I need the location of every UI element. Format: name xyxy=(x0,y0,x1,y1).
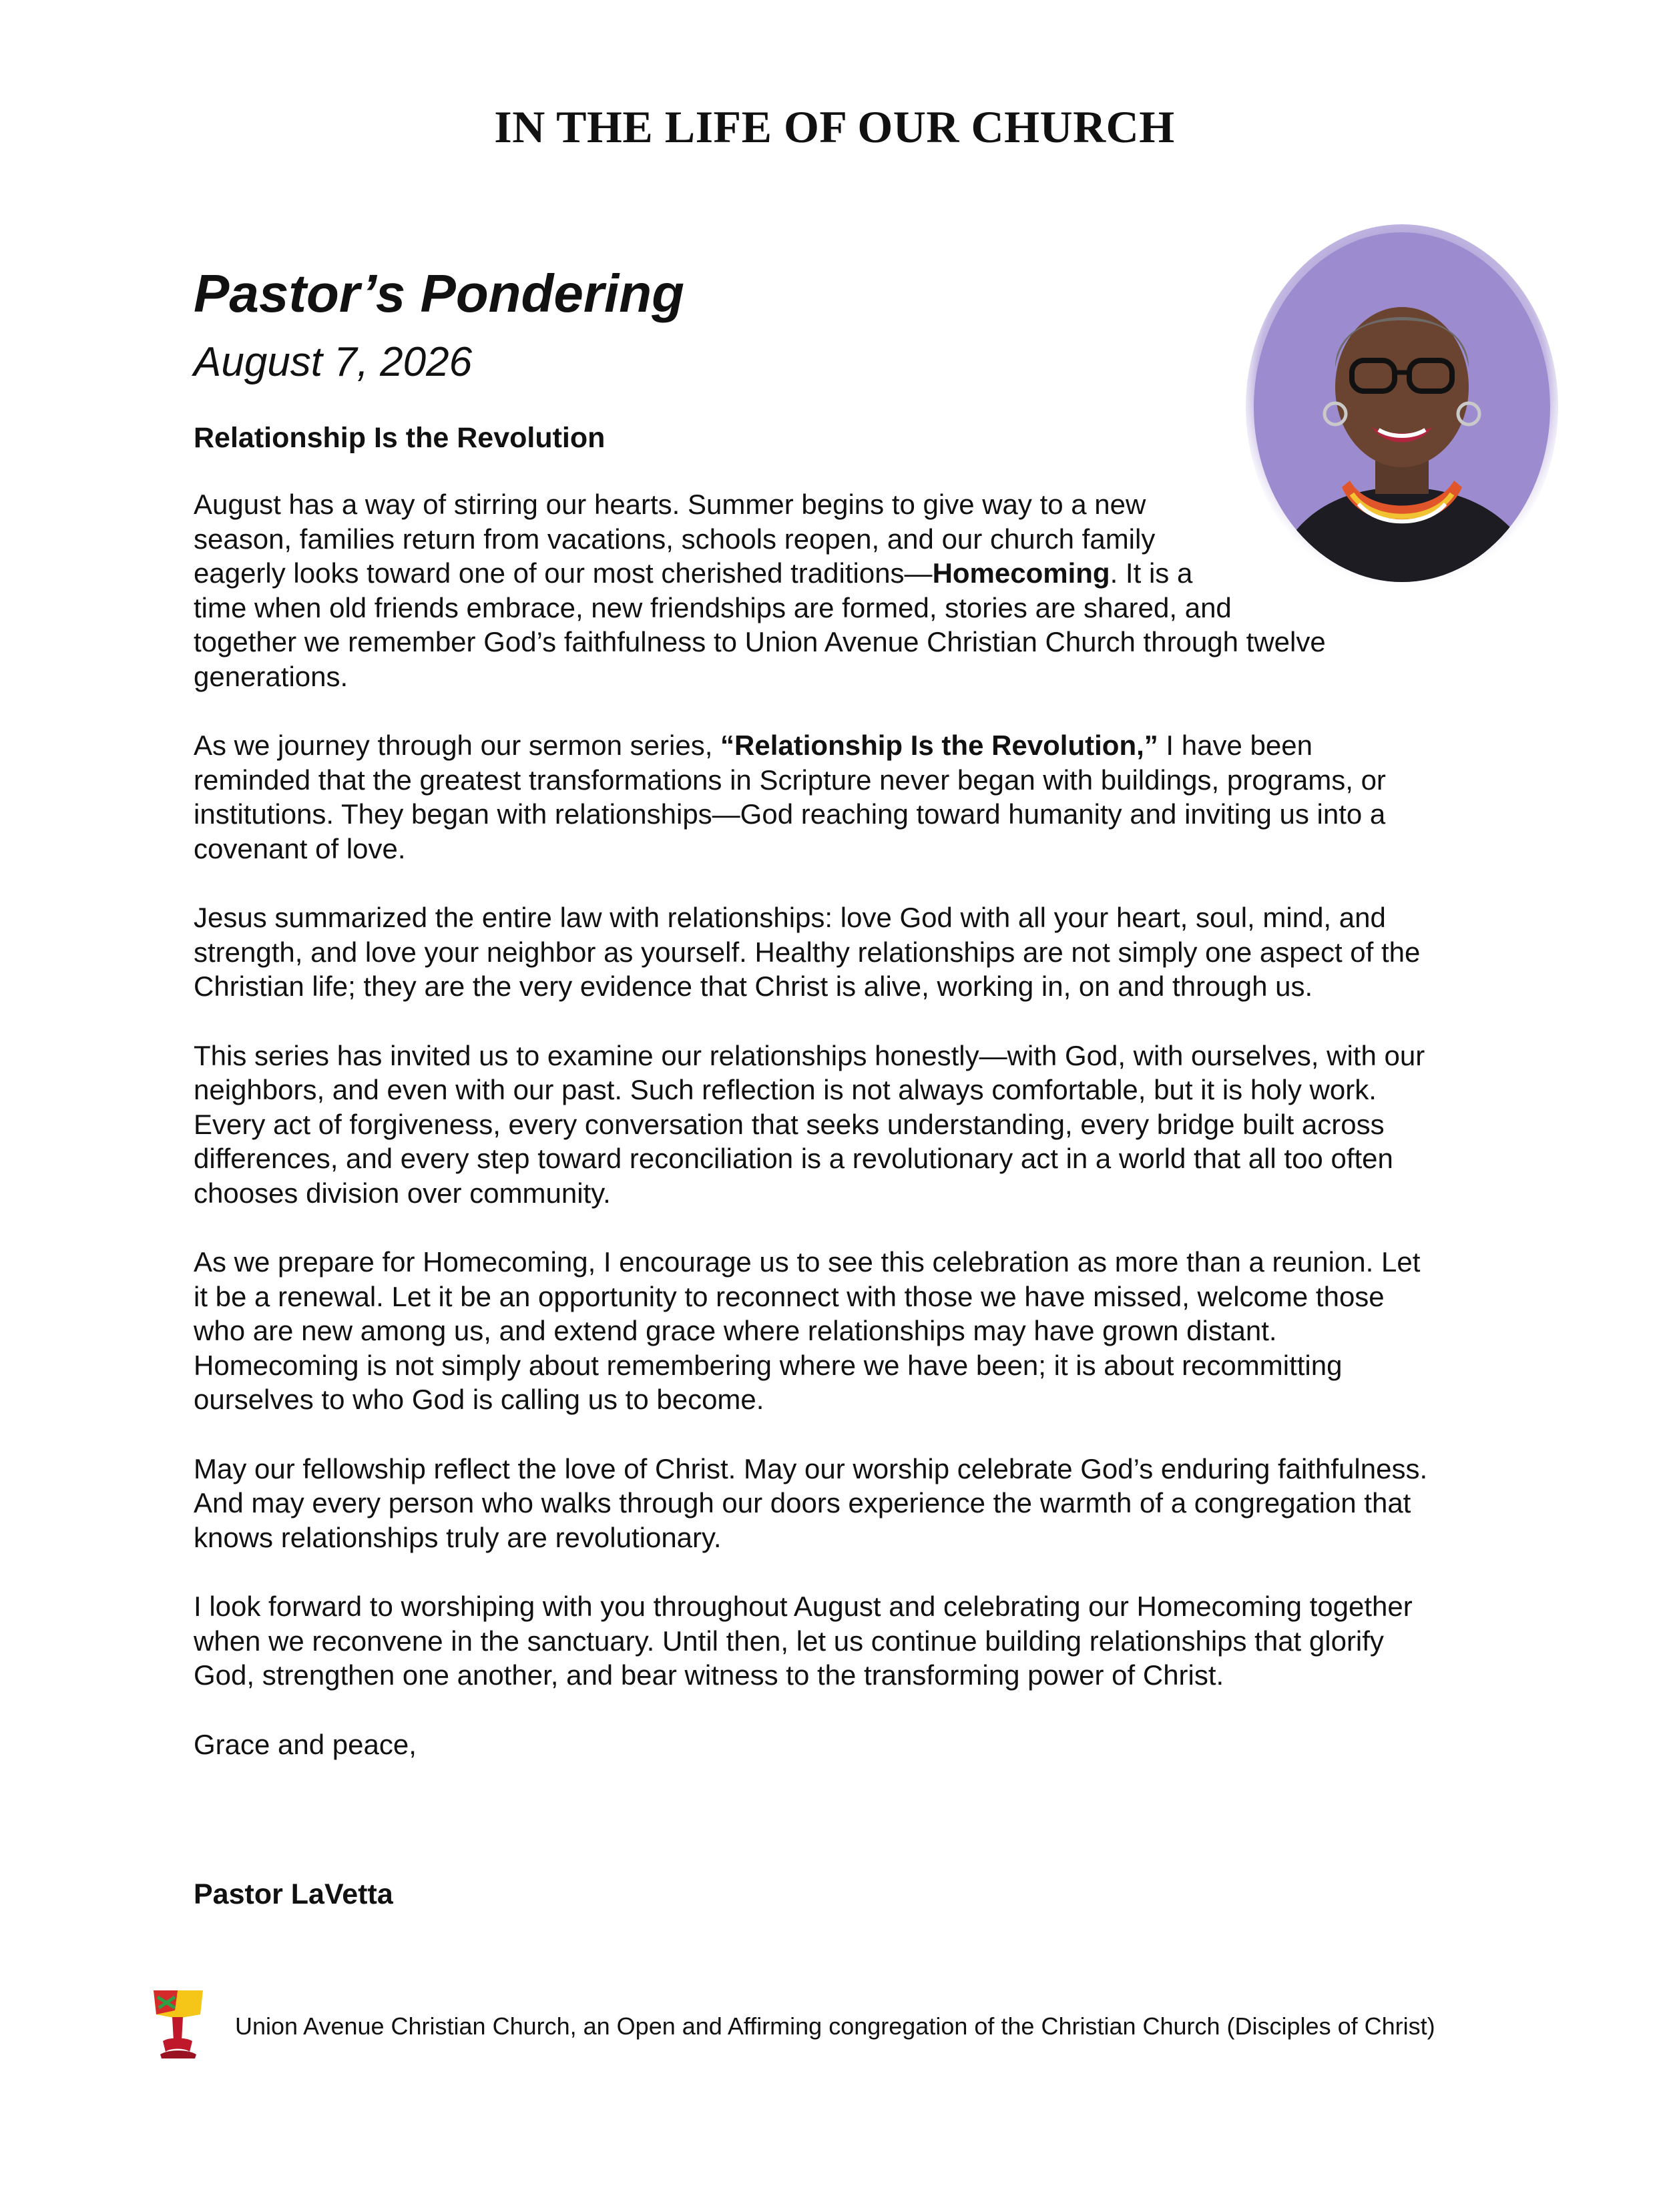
text-line: As we prepare for Homecoming, I encourage us to see this celebration as more than a reunion. Let xyxy=(194,1246,1421,1278)
signature: Pastor LaVetta xyxy=(194,1878,393,1910)
text-line: Jesus summarized the entire law with relationships: love God with all your heart, soul, mind, and xyxy=(194,902,1386,933)
page-title: IN THE LIFE OF OUR CHURCH xyxy=(494,101,1175,152)
text-run: eagerly looks toward one of our most cherished traditions— xyxy=(194,557,933,589)
chalice-logo-icon xyxy=(148,1988,208,2061)
paragraph-4 xyxy=(194,1039,1515,1211)
text-line: Christian life; they are the very evidence that Christ is alive, working in, on and through us. xyxy=(194,971,1313,1002)
paragraph-1 xyxy=(194,487,1515,694)
paragraph-7 xyxy=(194,1589,1515,1693)
text-line: time when old friends embrace, new friendships are formed, stories are shared, and xyxy=(194,591,1232,623)
column-title: Pastor’s Pondering xyxy=(194,264,684,323)
text-line xyxy=(194,728,1515,763)
text-line: strength, and love your neighbor as yourself. Healthy relationships are not simply one aspect of the xyxy=(194,936,1421,968)
closing: Grace and peace, xyxy=(194,1728,417,1760)
text-line: God, strengthen one another, and bear witness to the transforming power of Christ. xyxy=(194,1659,1224,1691)
footer-text: Union Avenue Christian Church, an Open and Affirming congregation of the Christian Church (Disciples of Christ) xyxy=(235,2012,1435,2040)
text-run: I have been xyxy=(1158,730,1313,761)
text-line: I look forward to worshiping with you throughout August and celebrating our Homecoming together xyxy=(194,1591,1413,1622)
text-line: Every act of forgiveness, every conversation that seeks understanding, every bridge built across xyxy=(194,1108,1385,1140)
text-line: reminded that the greatest transformations in Scripture never began with buildings, programs, or xyxy=(194,764,1386,796)
paragraph-3 xyxy=(194,900,1515,1004)
text-line xyxy=(194,556,1515,591)
text-line: when we reconvene in the sanctuary. Until then, let us continue building relationships that glorify xyxy=(194,1625,1384,1657)
text-line: knows relationships truly are revolutionary. xyxy=(194,1521,722,1553)
text-line: differences, and every step toward reconciliation is a revolutionary act in a world that all too often xyxy=(194,1143,1393,1174)
column-date: August 7, 2026 xyxy=(194,339,473,385)
text-line: institutions. They began with relationships—God reaching toward humanity and inviting us into a xyxy=(194,798,1386,830)
text-line: who are new among us, and extend grace where relationships may have grown distant. xyxy=(194,1315,1277,1346)
text-line: generations. xyxy=(194,660,348,692)
text-line: ourselves to who God is calling us to become. xyxy=(194,1384,764,1415)
paragraph-2 xyxy=(194,728,1515,866)
paragraph-6 xyxy=(194,1452,1515,1555)
article-body xyxy=(194,487,1515,1761)
text-line: And may every person who walks through our doors experience the warmth of a congregation that xyxy=(194,1487,1411,1518)
text-line: it be a renewal. Let it be an opportunity to reconnect with those we have missed, welcome those xyxy=(194,1280,1385,1312)
text-line: season, families return from vacations, schools reopen, and our church family xyxy=(194,523,1156,555)
homecoming-emphasis: Homecoming xyxy=(932,557,1110,589)
series-title-emphasis: “Relationship Is the Revolution,” xyxy=(720,730,1158,761)
text-line: chooses division over community. xyxy=(194,1177,611,1209)
paragraph-5 xyxy=(194,1245,1515,1417)
text-line: Homecoming is not simply about remembering where we have been; it is about recommitting xyxy=(194,1349,1343,1381)
text-line: August has a way of stirring our hearts. Summer begins to give way to a new xyxy=(194,489,1146,520)
text-line: together we remember God’s faithfulness to Union Avenue Christian Church through twelve xyxy=(194,626,1326,657)
text-line: May our fellowship reflect the love of Christ. May our worship celebrate God’s enduring faithfulness. xyxy=(194,1452,1428,1484)
article-heading: Relationship Is the Revolution xyxy=(194,422,606,454)
text-line: covenant of love. xyxy=(194,832,406,864)
text-line: This series has invited us to examine our relationships honestly—with God, with ourselves, with our xyxy=(194,1039,1425,1071)
text-run: . It is a xyxy=(1110,557,1193,589)
text-line: neighbors, and even with our past. Such reflection is not always comfortable, but it is holy work. xyxy=(194,1074,1377,1105)
text-run: As we journey through our sermon series, xyxy=(194,730,721,761)
